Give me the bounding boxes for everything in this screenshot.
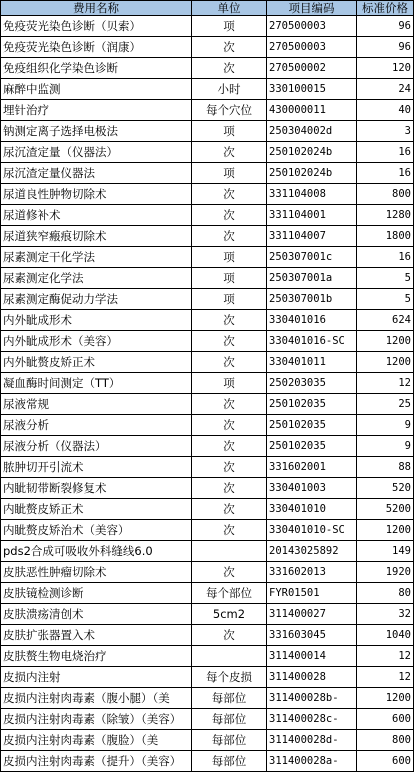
cell-unit: 次 (192, 37, 267, 58)
cell-price: 16 (357, 247, 414, 268)
cell-unit: 次 (192, 352, 267, 373)
cell-code: 20143025892 (267, 541, 357, 562)
cell-price: 1920 (357, 562, 414, 583)
cell-price: 40 (357, 100, 414, 121)
cell-code: 250102024b (267, 142, 357, 163)
cell-name: 尿素测定酶促动力学法 (1, 289, 192, 310)
cell-unit: 项 (192, 268, 267, 289)
cell-name: 皮肤溃疡清创术 (1, 604, 192, 625)
table-row (1, 394, 414, 415)
cell-price: 24 (357, 79, 414, 100)
cell-price: 1200 (357, 520, 414, 541)
table-row (1, 373, 414, 394)
table-row (1, 226, 414, 247)
cell-price: 1200 (357, 688, 414, 709)
cell-price: 96 (357, 16, 414, 37)
cell-price: 600 (357, 709, 414, 730)
table-row (1, 268, 414, 289)
table-row (1, 247, 414, 268)
cell-name: 尿液常规 (1, 394, 192, 415)
table-row (1, 79, 414, 100)
cell-name: 皮肤恶性肿瘤切除术 (1, 562, 192, 583)
table-row (1, 646, 414, 667)
cell-code: 330401003 (267, 478, 357, 499)
cell-name: 尿沉渣定量仪器法 (1, 163, 192, 184)
cell-unit: 每部位 (192, 751, 267, 772)
cell-name: pds2合成可吸收外科缝线6.0 (1, 541, 192, 562)
cell-price: 3 (357, 121, 414, 142)
table-row (1, 205, 414, 226)
cell-unit: 次 (192, 520, 267, 541)
cell-unit: 项 (192, 16, 267, 37)
cell-code: 330401016 (267, 310, 357, 331)
cell-unit: 次 (192, 58, 267, 79)
cell-name: 钠测定离子选择电极法 (1, 121, 192, 142)
cell-name: 免疫荧光染色诊断（润康） (1, 37, 192, 58)
table-body (1, 16, 414, 772)
cell-unit: 每部位 (192, 688, 267, 709)
cell-name: 皮损内注射肉毒素（腹小腿）（美 (1, 688, 192, 709)
header-row (1, 1, 414, 16)
cell-code: 250203035 (267, 373, 357, 394)
header-price: 标准价格 (357, 1, 414, 16)
cell-code: 311400028 (267, 667, 357, 688)
cell-price: 800 (357, 730, 414, 751)
cell-unit: 项 (192, 163, 267, 184)
cell-code: 331104007 (267, 226, 357, 247)
cell-unit: 次 (192, 499, 267, 520)
cell-code: 430000011 (267, 100, 357, 121)
cell-unit: 每个穴位 (192, 100, 267, 121)
cell-unit: 项 (192, 121, 267, 142)
cell-unit: 次 (192, 415, 267, 436)
table-row (1, 121, 414, 142)
cell-code: 331104008 (267, 184, 357, 205)
cell-code: 330401010-SC (267, 520, 357, 541)
cell-code: 331602001 (267, 457, 357, 478)
cell-unit: 5cm2 (192, 604, 267, 625)
cell-name: 凝血酶时间测定（TT） (1, 373, 192, 394)
table-row (1, 58, 414, 79)
table-row (1, 16, 414, 37)
table-row (1, 289, 414, 310)
cell-code: 250102035 (267, 394, 357, 415)
cell-name: 免疫荧光染色诊断（贝索） (1, 16, 192, 37)
cell-code: 311400028b- (267, 688, 357, 709)
cell-price: 96 (357, 37, 414, 58)
table-row (1, 541, 414, 562)
cell-code: 311400028a- (267, 751, 357, 772)
cell-unit: 每部位 (192, 709, 267, 730)
cell-price: 149 (357, 541, 414, 562)
cell-price: 32 (357, 604, 414, 625)
cell-unit: 次 (192, 562, 267, 583)
table-row (1, 478, 414, 499)
cell-price: 25 (357, 394, 414, 415)
table-row (1, 625, 414, 646)
cell-unit: 次 (192, 184, 267, 205)
table-row (1, 583, 414, 604)
cell-name: 麻醉中监测 (1, 79, 192, 100)
table-row (1, 688, 414, 709)
table-row (1, 37, 414, 58)
cell-code: FYR01501 (267, 583, 357, 604)
cell-code: 331602013 (267, 562, 357, 583)
cell-name: 尿道良性肿物切除术 (1, 184, 192, 205)
cell-name: 内眦赘皮矫正术 (1, 499, 192, 520)
cell-price: 80 (357, 583, 414, 604)
cell-unit: 次 (192, 142, 267, 163)
cell-unit: 次 (192, 625, 267, 646)
table-row (1, 436, 414, 457)
cell-price: 5 (357, 289, 414, 310)
cell-price: 1200 (357, 352, 414, 373)
cell-code: 250102035 (267, 436, 357, 457)
cell-unit: 次 (192, 205, 267, 226)
cell-unit: 每个部位 (192, 583, 267, 604)
cell-price: 9 (357, 436, 414, 457)
cell-name: 内眦韧带断裂修复术 (1, 478, 192, 499)
cell-code: 330401010 (267, 499, 357, 520)
table-row (1, 352, 414, 373)
cell-price: 1200 (357, 331, 414, 352)
cell-unit: 次 (192, 226, 267, 247)
header-unit: 单位 (192, 1, 267, 16)
cell-name: 皮肤赘生物电烧治疗 (1, 646, 192, 667)
cell-price: 12 (357, 646, 414, 667)
cell-unit: 次 (192, 436, 267, 457)
cell-price: 12 (357, 667, 414, 688)
cell-unit: 项 (192, 247, 267, 268)
header-name: 费用名称 (1, 1, 192, 16)
cell-unit: 次 (192, 394, 267, 415)
table-row (1, 562, 414, 583)
cell-code: 330401016-SC (267, 331, 357, 352)
cell-unit: 每个皮损 (192, 667, 267, 688)
cell-code: 331603045 (267, 625, 357, 646)
cell-unit: 次 (192, 478, 267, 499)
cell-price: 1280 (357, 205, 414, 226)
cell-price: 1040 (357, 625, 414, 646)
cell-code: 270500003 (267, 16, 357, 37)
cell-name: 尿道修补术 (1, 205, 192, 226)
table-row (1, 310, 414, 331)
table-row (1, 184, 414, 205)
table-row (1, 520, 414, 541)
table-row (1, 415, 414, 436)
table-row (1, 751, 414, 772)
cell-code: 250102024b (267, 163, 357, 184)
cell-price: 120 (357, 58, 414, 79)
cell-price: 16 (357, 142, 414, 163)
cell-price: 9 (357, 415, 414, 436)
cell-name: 内外眦成形术 (1, 310, 192, 331)
table-row (1, 142, 414, 163)
table-row (1, 163, 414, 184)
cell-code: 250307001b (267, 289, 357, 310)
cell-unit: 每部位 (192, 730, 267, 751)
table-row (1, 100, 414, 121)
cell-unit: 项 (192, 373, 267, 394)
cell-price: 5 (357, 268, 414, 289)
cell-code: 311400028d- (267, 730, 357, 751)
cell-price: 88 (357, 457, 414, 478)
cell-name: 内眦赘皮矫治术（美容） (1, 520, 192, 541)
cell-price: 800 (357, 184, 414, 205)
table-row (1, 331, 414, 352)
cell-unit: 次 (192, 310, 267, 331)
cell-code: 250307001c (267, 247, 357, 268)
cell-name: 尿液分析 (1, 415, 192, 436)
cell-unit (192, 646, 267, 667)
cell-name: 皮损内注射肉毒素（提升）（美容） (1, 751, 192, 772)
cell-name: 皮损内注射肉毒素（除皱）（美容） (1, 709, 192, 730)
cell-unit: 次 (192, 457, 267, 478)
cell-code: 311400028c- (267, 709, 357, 730)
cell-code: 311400027 (267, 604, 357, 625)
cell-code: 311400014 (267, 646, 357, 667)
cell-price: 600 (357, 751, 414, 772)
cell-price: 16 (357, 163, 414, 184)
cell-price: 520 (357, 478, 414, 499)
cell-code: 250304002d (267, 121, 357, 142)
cell-code: 270500003 (267, 37, 357, 58)
cell-name: 尿液分析（仪器法） (1, 436, 192, 457)
cell-code: 331104001 (267, 205, 357, 226)
cell-price: 5200 (357, 499, 414, 520)
cell-code: 270500002 (267, 58, 357, 79)
cell-name: 脓肿切开引流术 (1, 457, 192, 478)
table-row (1, 604, 414, 625)
cell-price: 624 (357, 310, 414, 331)
cell-name: 免疫组织化学染色诊断 (1, 58, 192, 79)
cell-code: 330401011 (267, 352, 357, 373)
cell-price: 12 (357, 373, 414, 394)
cell-code: 250307001a (267, 268, 357, 289)
cell-name: 皮肤镜检测诊断 (1, 583, 192, 604)
cell-unit: 项 (192, 289, 267, 310)
cell-name: 内外眦成形术（美容） (1, 331, 192, 352)
cell-unit: 次 (192, 331, 267, 352)
cell-unit: 小时 (192, 79, 267, 100)
table-row (1, 730, 414, 751)
cell-price: 1800 (357, 226, 414, 247)
cell-unit (192, 541, 267, 562)
table-row (1, 667, 414, 688)
cell-name: 埋针治疗 (1, 100, 192, 121)
cell-name: 尿沉渣定量（仪器法） (1, 142, 192, 163)
cell-name: 尿道狭窄瘢痕切除术 (1, 226, 192, 247)
cell-code: 330100015 (267, 79, 357, 100)
cell-name: 尿素测定化学法 (1, 268, 192, 289)
cell-name: 皮肤扩张器置入术 (1, 625, 192, 646)
cell-code: 250102035 (267, 415, 357, 436)
cell-name: 皮损内注射 (1, 667, 192, 688)
table-row (1, 499, 414, 520)
cell-name: 皮损内注射肉毒素（腹脸）（美 (1, 730, 192, 751)
table-row (1, 709, 414, 730)
header-code: 项目编码 (267, 1, 357, 16)
table-row (1, 457, 414, 478)
cell-name: 尿素测定干化学法 (1, 247, 192, 268)
cell-name: 内外眦赘皮矫正术 (1, 352, 192, 373)
